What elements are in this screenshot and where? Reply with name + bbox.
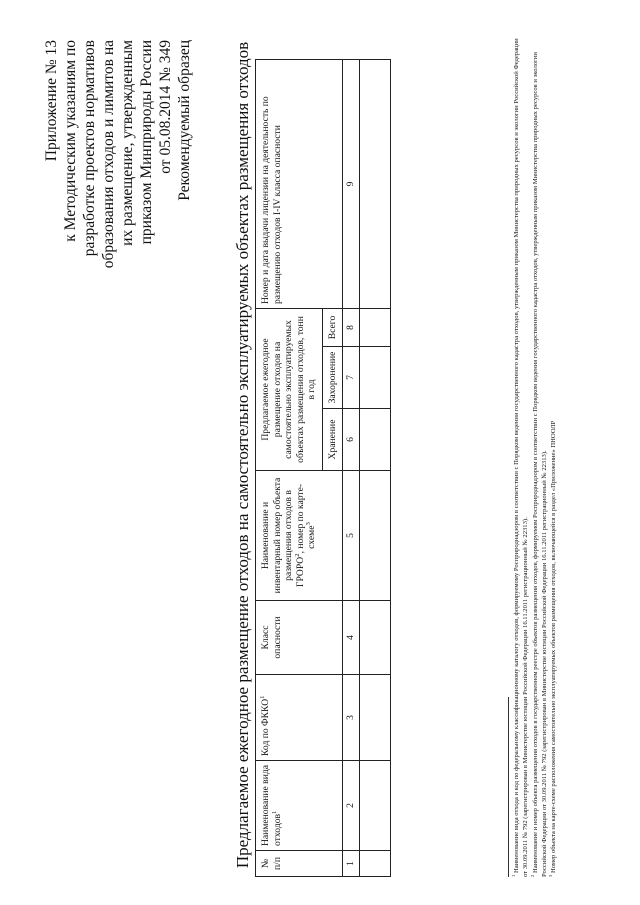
waste-placement-table: [255, 59, 391, 877]
col-header-burial: Захоронение: [322, 347, 343, 409]
table-cell: [359, 347, 390, 409]
col-header-number: № п/п: [256, 851, 343, 877]
appendix-line: образования отходов и лимитов на: [100, 40, 117, 269]
col-header-waste-name: Наименование вида отходов$^1$: [256, 761, 343, 851]
table-row: [359, 60, 390, 877]
appendix-header: [42, 40, 194, 340]
document-title: Предлагаемое ежегодное размещение отходов на самостоятельно эксплуатируемых объектах размещения отходов: [233, 41, 252, 869]
footnote-2: $^2$ Наименование и номер объекта размещения отходов в государственном реестре объектов размещения отходов, формируемом Росприроднадзором в соответствии с Порядком ведения государственного кадастра отходов, утвержденным приказом Министерства природных ресурсов и экологии Российской Федерации от 30.09.2011 № 792 (зарегистрирован в Министерстве юстиции Российской Федерации 16.11.2011 регистрационный № 22313).: [529, 52, 548, 877]
appendix-date: от 05.08.2014 № 349: [157, 40, 174, 174]
col-header-license: Номер и дата выдачи лицензии на деятельность по размещению отходов I-IV класса опасности: [256, 60, 343, 309]
sample-note: Рекомендуемый образец: [176, 40, 193, 201]
col-header-facility: Наименование и инвентарный номер объекта размещения отходов в ГРОРО$^2$, номер по карте-схеме$^3$: [256, 471, 343, 601]
col-header-annual-placement: Предлагаемое ежегодное размещение отходов на самостоятельно эксплуатируемых объектах размещения отходов, тонн в год: [256, 309, 323, 471]
footnote-3: $^3$ Номер объекта на карте-схеме расположения самостоятельно эксплуатируемых объектов размещения отходов, включающейся в раздел «Приложение» ПНООЛР: [548, 420, 558, 877]
column-number-row: [343, 60, 360, 877]
col-header-fkko-code: Код по ФККО$^1$: [256, 675, 343, 761]
appendix-line: их размещение, утвержденным: [119, 40, 136, 246]
column-number: 4: [343, 601, 360, 675]
footnote-divider: [508, 697, 509, 877]
table-cell: [359, 851, 390, 877]
column-number: 2: [343, 761, 360, 851]
column-number: 3: [343, 675, 360, 761]
table-cell: [359, 60, 390, 309]
column-number: 9: [343, 60, 360, 309]
table-cell: [359, 761, 390, 851]
table-cell: [359, 601, 390, 675]
appendix-number: Приложение № 13: [43, 40, 60, 162]
appendix-line: к Методическим указаниям по: [62, 40, 79, 242]
table-cell: [359, 675, 390, 761]
table-cell: [359, 471, 390, 601]
column-number: 6: [343, 409, 360, 471]
footnotes: [512, 37, 558, 877]
col-header-storage: Хранение: [322, 409, 343, 471]
table-cell: [359, 309, 390, 347]
table-cell: [359, 409, 390, 471]
col-header-hazard-class: Класс опасности: [256, 601, 343, 675]
column-number: 1: [343, 851, 360, 877]
column-number: 8: [343, 309, 360, 347]
footnote-1: $^1$ Наименование вида отхода и код по федеральному классификационному каталогу отходов, формируемому Росприроднадзором в соответствии с Порядком ведения государственного кадастра отходов, утвержденным приказом Министерства природных ресурсов и экологии Российской Федерации от 30.09.2011 № 792 (зарегистрирован в Министерстве юстиции Российской Федерации 16.11.2011 регистрационный № 22313).: [510, 38, 530, 877]
col-header-total: Всего: [322, 309, 343, 347]
appendix-line: разработке проектов нормативов: [81, 40, 98, 257]
column-number: 7: [343, 347, 360, 409]
appendix-line: приказом Минприроды России: [138, 40, 155, 245]
column-number: 5: [343, 471, 360, 601]
header-row: [256, 60, 323, 877]
